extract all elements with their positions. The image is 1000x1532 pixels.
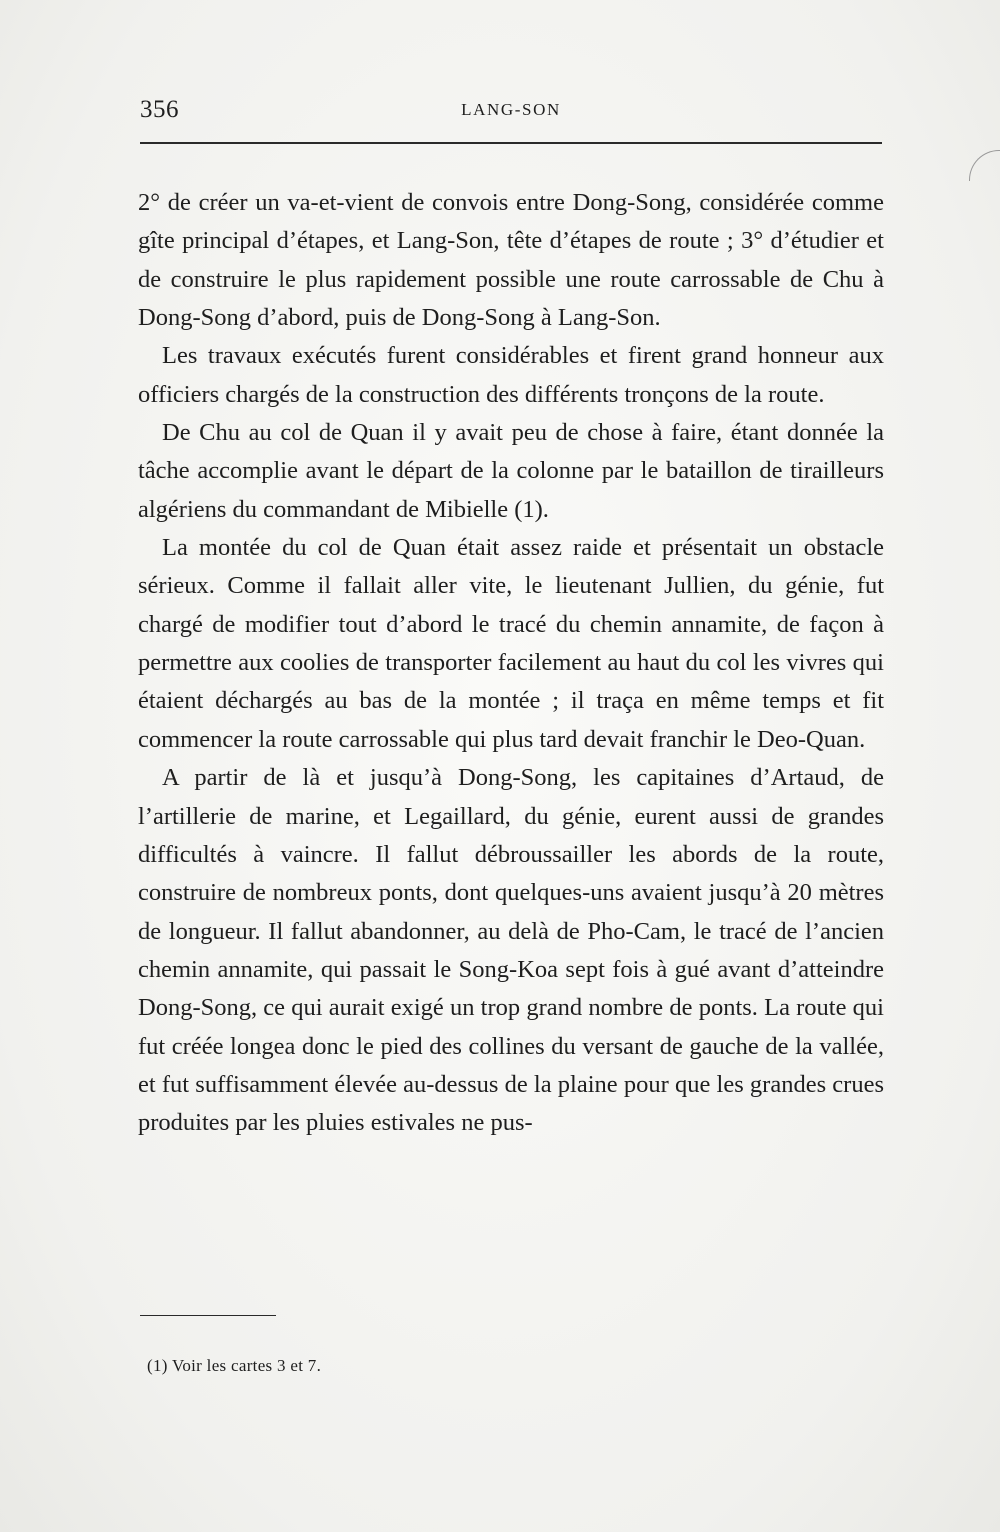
running-title: LANG-SON <box>461 100 561 119</box>
page-number: 356 <box>140 96 179 123</box>
paragraph: De Chu au col de Quan il y avait peu de chose à faire, étant donnée la tâche accomplie avant le départ de la colonne par le bataillon de tirailleurs algériens du commandant de Mibielle (1). <box>138 419 884 523</box>
footnote: (1) Voir les cartes 3 et 7. <box>147 1356 322 1375</box>
page-header <box>140 96 882 130</box>
paragraph: A partir de là et jusqu’à Dong-Song, les capitaines d’Artaud, de l’artillerie de marine, et Legaillard, du génie, eurent aussi de grandes difficultés à vaincre. Il fallut débroussailler les abords de la route, construire de nombreux ponts, dont quelques-uns avaient jusqu’à 20 mètres de longueur. Il fallut abandonner, au delà de Pho-Cam, le tracé de l’ancien chemin annamite, qui passait le Song-Koa sept fois à gué avant d’atteindre Dong-Song, ce qui aurait exigé un trop grand nombre de ponts. La route qui fut créée longea donc le pied des collines du versant de gauche de la vallée, et fut suffisamment élevée au-dessus de la plaine pour que les grandes crues produites par les pluies estivales ne pus- <box>138 764 884 1137</box>
footnote-rule <box>140 1315 276 1316</box>
header-rule <box>140 142 882 144</box>
paragraph: 2° de créer un va-et-vient de convois entre Dong-Song, considérée comme gîte principal d’étapes, et Lang-Son, tête d’étapes de route ; 3° d’étudier et de construire le plus rapidement possible une route carrossable de Chu à Dong-Song d’abord, puis de Dong-Song à Lang-Son. <box>138 189 884 332</box>
paragraph: Les travaux exécutés furent considérables et firent grand honneur aux officiers chargés de la construction des différents tronçons de la route. <box>138 342 884 408</box>
paragraph: La montée du col de Quan était assez raide et présentait un obstacle sérieux. Comme il fallait aller vite, le lieutenant Jullien, du génie, fut chargé de modifier tout d’abord le tracé du chemin annamite, de façon à permettre aux coolies de transporter facilement au haut du col les vivres qui étaient déchargés au bas de la montée ; il traça en même temps et fit commencer la route carrossable qui plus tard devait franchir le Deo-Quan. <box>138 534 884 753</box>
body-text <box>138 184 884 1143</box>
page-edge-mark <box>969 150 1000 181</box>
